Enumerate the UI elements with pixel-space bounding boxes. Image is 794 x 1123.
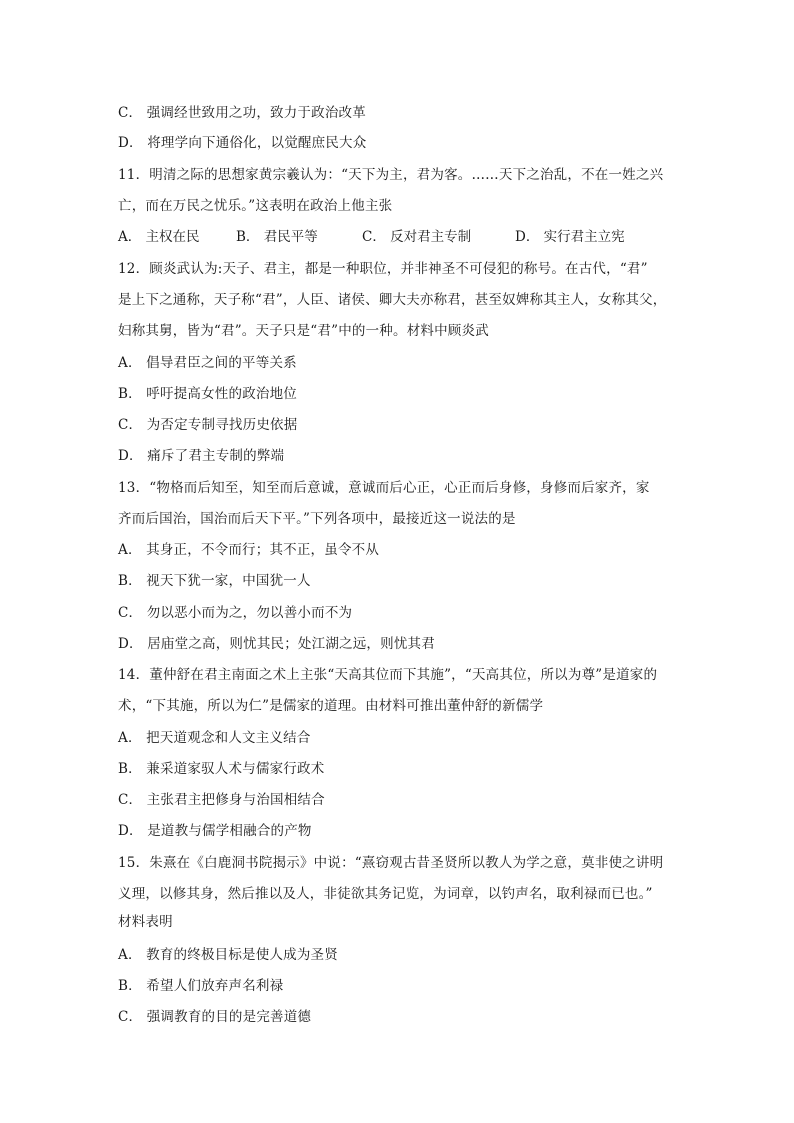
q13-option-c: C． 勿以恶小而为之，勿以善小而不为 bbox=[118, 605, 353, 621]
q14-stem-line-2: 术，“下其施，所以为仁”是儒家的道理。由材料可推出董仲舒的新儒学 bbox=[118, 698, 544, 714]
q10-option-c: C． 强调经世致用之功，致力于政治改革 bbox=[118, 105, 366, 121]
q15-option-c: C． 强调教育的目的是完善道德 bbox=[118, 1009, 312, 1025]
q12-stem-line-2: 是上下之通称，天子称“君”，人臣、诸侯、卿大夫亦称君，甚至奴婢称其主人，女称其父， bbox=[118, 292, 667, 308]
q14-stem-line-1: 14．董仲舒在君主南面之术上主张“天高其位而下其施”，“天高其位，所以为尊”是道家的 bbox=[118, 667, 658, 683]
q12-stem-line-3: 妇称其舅，皆为“君”。天子只是“君”中的一种。材料中顾炎武 bbox=[118, 323, 489, 339]
q13-option-b: B． 视天下犹一家，中国犹一人 bbox=[118, 573, 311, 589]
q14-option-c: C． 主张君主把修身与治国相结合 bbox=[118, 792, 325, 808]
q14-option-a: A． 把天道观念和人文主义结合 bbox=[118, 730, 311, 746]
q13-option-d: D． 居庙堂之高，则忧其民；处江湖之远，则忧其君 bbox=[118, 636, 435, 652]
q13-stem-line-1: 13．“物格而后知至，知至而后意诚，意诚而后心正，心正而后身修，身修而后家齐，家 bbox=[118, 480, 650, 496]
q13-stem-line-2: 齐而后国治，国治而后天下平。”下列各项中，最接近这一说法的是 bbox=[118, 511, 516, 527]
q15-stem-line-2: 义理，以修其身，然后推以及人，非徒欲其务记览，为词章，以钓声名，取利禄而已也。” bbox=[118, 886, 653, 902]
q15-stem-line-3: 材料表明 bbox=[118, 914, 173, 930]
q11-stem-line-2: 亡，而在万民之忧乐。”这表明在政治上他主张 bbox=[118, 198, 393, 214]
q14-option-d: D． 是道教与儒学相融合的产物 bbox=[118, 823, 312, 839]
q11-stem-line-1: 11．明清之际的思想家黄宗羲认为：“天下为主，君为客。……天下之治乱，不在一姓之兴 bbox=[118, 167, 664, 183]
q12-option-d: D． 痛斥了君主专制的弊端 bbox=[118, 448, 285, 464]
q12-option-a: A． 倡导君臣之间的平等关系 bbox=[118, 355, 297, 371]
q14-option-b: B． 兼采道家驭人术与儒家行政术 bbox=[118, 761, 325, 777]
q13-option-a: A． 其身正，不令而行；其不正，虽令不从 bbox=[118, 542, 380, 558]
q12-option-c: C． 为否定专制寻找历史依据 bbox=[118, 417, 298, 433]
q10-option-d: D． 将理学向下通俗化，以觉醒庶民大众 bbox=[118, 135, 367, 151]
q12-stem-line-1: 12．顾炎武认为:天子、君主，都是一种职位，并非神圣不可侵犯的称号。在古代，“君” bbox=[118, 261, 648, 277]
q15-stem-line-1: 15．朱熹在《白鹿洞书院揭示》中说：“熹窃观古昔圣贤所以教人为学之意，莫非使之讲明 bbox=[118, 855, 664, 871]
q12-option-b: B． 呼吁提高女性的政治地位 bbox=[118, 386, 298, 402]
q11-option-d: D． 实行君主立宪 bbox=[515, 229, 625, 245]
q11-option-b: B． 君民平等 bbox=[236, 229, 318, 245]
q11-option-a: A． 主权在民 bbox=[118, 229, 200, 245]
q11-options bbox=[118, 228, 678, 246]
q11-option-c: C． 反对君主专制 bbox=[362, 229, 472, 245]
q15-option-b: B． 希望人们放弃声名利禄 bbox=[118, 978, 284, 994]
q15-option-a: A． 教育的终极目标是使人成为圣贤 bbox=[118, 947, 338, 963]
